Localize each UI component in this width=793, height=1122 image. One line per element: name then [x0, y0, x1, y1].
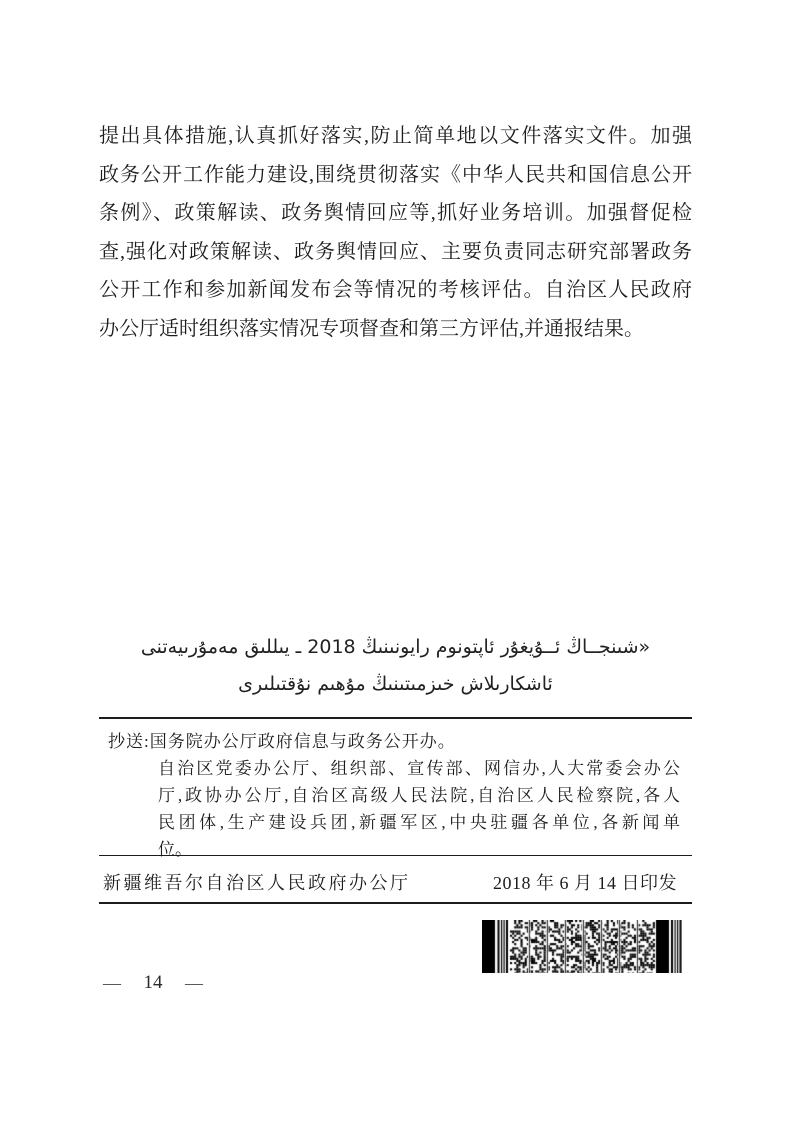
barcode — [482, 920, 682, 973]
cc-line: 自治区党委办公厅、组织部、宣传部、网信办,人大常委会办公 — [158, 759, 680, 778]
paragraph-line: 办公厅适时组织落实情况专项督查和第三方评估,并通报结果。 — [99, 317, 644, 340]
paragraph-line: 提出具体措施,认真抓好落实,防止简单地以文件落实文件。加强 — [99, 125, 692, 147]
uyghur-title-line: ئاشكارىلاش خىزمىتىنىڭ مۇھىم نۇقتىلىرى — [238, 673, 553, 695]
cc-distribution-block — [108, 728, 680, 863]
paragraph-line: 查,强化对政策解读、政务舆情回应、主要负责同志研究部署政务 — [99, 240, 692, 263]
page-number-value: 14 — [143, 972, 163, 993]
cc-first-recipient: 国务院办公厅政府信息与政务公开办。 — [149, 732, 456, 751]
main-paragraph — [99, 117, 692, 348]
cc-line: 位。 — [158, 840, 192, 859]
cc-first-line — [108, 728, 680, 755]
paragraph-line: 政务公开工作能力建设,围绕贯彻落实《中华人民共和国信息公开 — [99, 163, 692, 186]
paragraph-line: 条例》、政策解读、政务舆情回应等,抓好业务培训。加强督促检 — [99, 202, 692, 224]
divider-rule-bottom — [99, 902, 692, 904]
cc-line: 厅,政协办公厅,自治区高级人民法院,自治区人民检察院,各人 — [158, 786, 680, 805]
uyghur-title-line: «شىنجــاڭ ئــۇيغۇر ئاپتونوم رايونىنىڭ 2018 ـ يىللىق مەمۇرىيەتنى — [140, 636, 651, 658]
divider-rule-top — [99, 717, 692, 719]
footer-print-date: 2018 年 6 月 14 日印发 — [493, 873, 677, 893]
page-number-dash: — — [185, 972, 203, 993]
cc-line: 民团体,生产建设兵团,新疆军区,中央驻疆各单位,各新闻单 — [158, 813, 680, 832]
page-number — [103, 972, 203, 994]
uyghur-title — [99, 629, 692, 703]
page-number-dash: — — [103, 972, 121, 993]
cc-label: 抄送: — [108, 732, 150, 751]
footer-row — [103, 869, 677, 897]
footer-issuer: 新疆维吾尔自治区人民政府办公厅 — [103, 873, 411, 893]
paragraph-line: 公开工作和参加新闻发布会等情况的考核评估。自治区人民政府 — [99, 279, 692, 301]
